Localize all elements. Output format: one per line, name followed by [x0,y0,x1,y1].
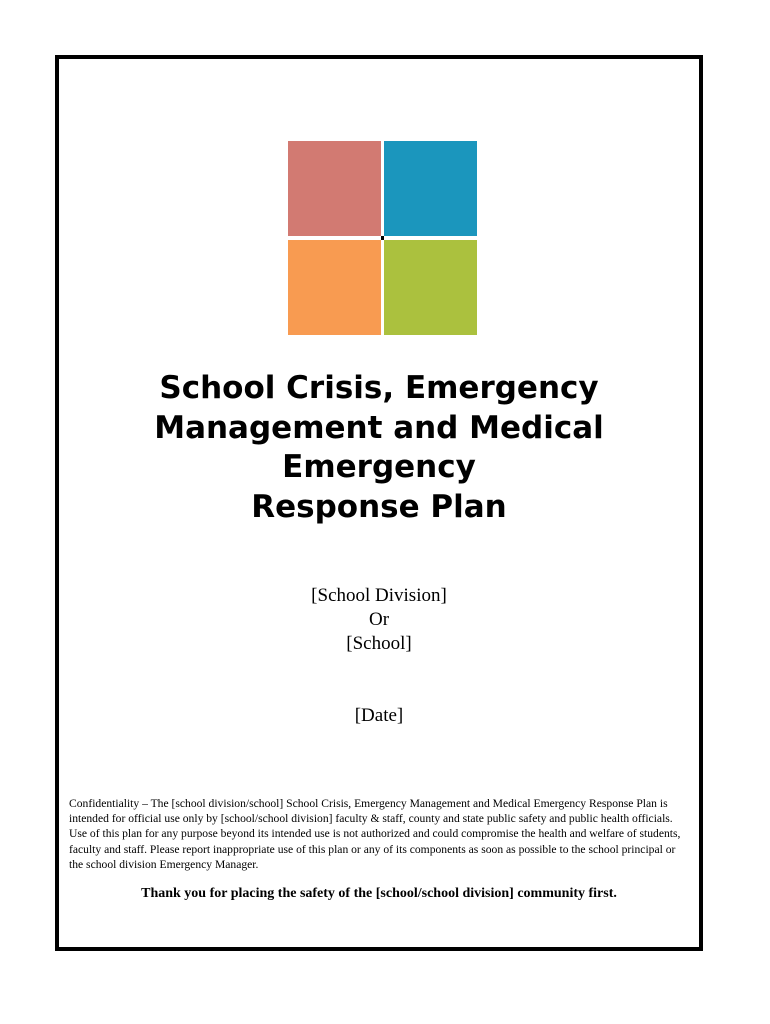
logo-tile-bottom-right [384,240,477,335]
logo-tile-top-right [384,141,477,236]
school-placeholder: [School] [346,633,412,654]
thank-you-statement: Thank you for placing the safety of the [school/school division] community first. [141,886,617,901]
confidentiality-notice: Confidentiality – The [school division/school] School Crisis, Emergency Management and Medical Emergency Response Plan is intended for official use only by [school/school division] faculty & staff, county and state public safety and public health officials. Use of this plan for any purpose beyond its intended use is not authorized and could compromise the health and welfare of students, faculty and staff. Please report inappropriate use of this plan or any of its components as soon as possible to the school principal or the school division Emergency Manager. [69,797,681,871]
cover-page [55,55,703,951]
logo-center-dot [381,236,384,240]
logo-four-squares [288,141,478,337]
logo-tile-bottom-left [288,240,381,335]
logo-tile-top-left [288,141,381,236]
document-title [59,369,699,527]
title-line-3: Emergency [282,449,476,485]
title-line-1: School Crisis, Emergency [159,370,599,406]
date-placeholder: [Date] [354,705,404,726]
or-text: Or [368,609,390,630]
title-line-2: Management and Medical [154,409,604,446]
school-division-placeholder: [School Division] [311,585,447,606]
title-line-4: Response Plan [251,488,507,525]
entity-block [59,584,699,656]
